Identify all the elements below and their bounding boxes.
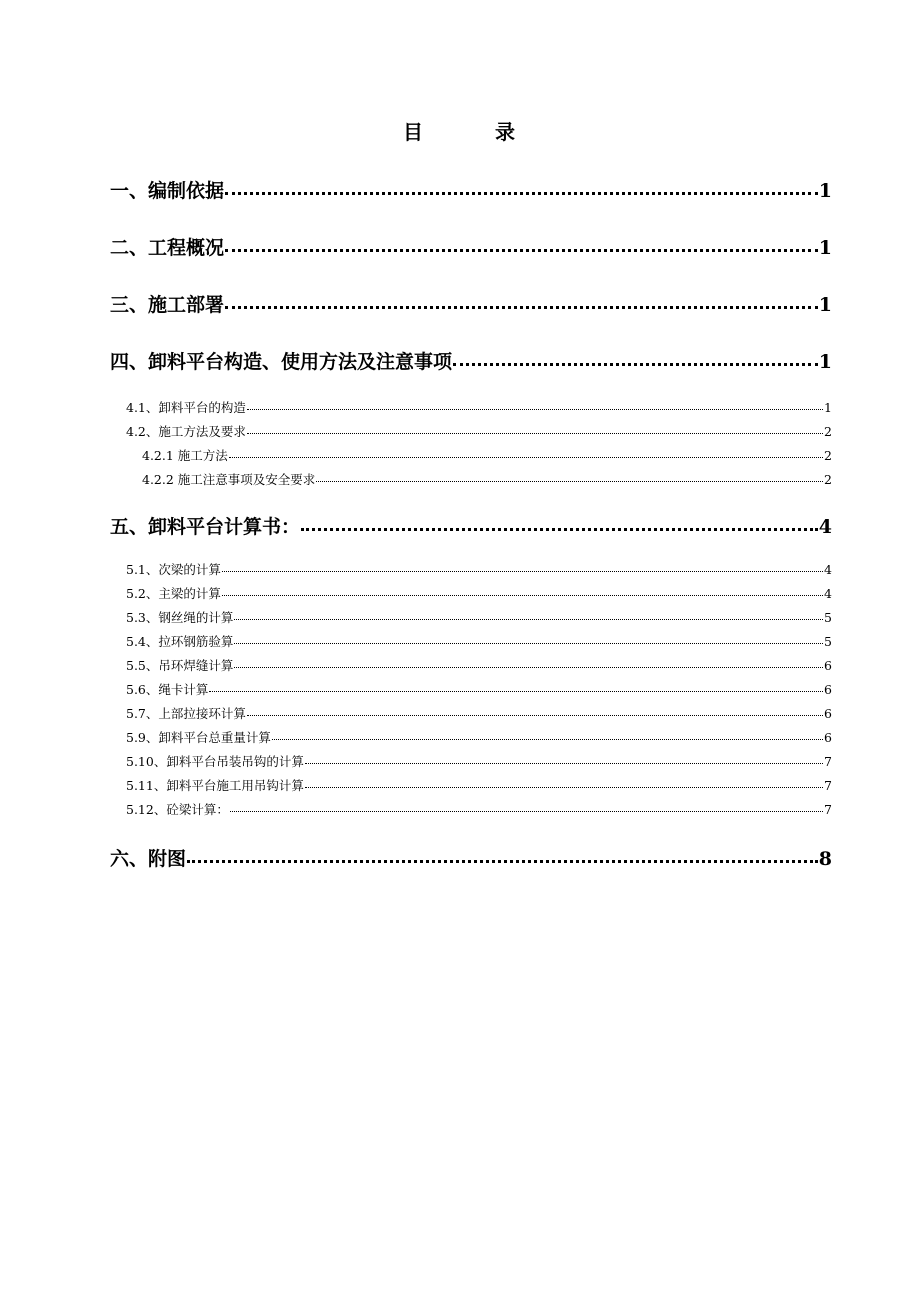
dot-leader xyxy=(225,192,818,195)
toc-entry-label: 4.1、卸料平台的构造 xyxy=(126,400,246,415)
dot-leader xyxy=(305,787,823,788)
toc-entry-4-2-1[interactable] xyxy=(142,446,832,464)
toc-title-part2: 录 xyxy=(495,120,517,144)
dot-leader xyxy=(453,363,818,366)
toc-entry-label: 5.9、卸料平台总重量计算 xyxy=(126,730,271,745)
toc-entry-label: 一、编制依据 xyxy=(110,180,225,202)
dot-leader xyxy=(229,457,823,458)
toc-entry-5-7[interactable] xyxy=(126,704,832,722)
toc-entry-5-6[interactable] xyxy=(126,680,832,698)
dot-leader xyxy=(301,528,818,531)
toc-entry-5-5[interactable] xyxy=(126,656,832,674)
toc-entry-5-1[interactable] xyxy=(126,560,832,578)
toc-entry-page: 6 xyxy=(824,682,832,697)
toc-entry-page: 7 xyxy=(824,778,832,793)
toc-entry-page: 2 xyxy=(824,472,832,487)
toc-entry-label: 五、卸料平台计算书： xyxy=(110,516,301,538)
dot-leader xyxy=(247,409,823,410)
dot-leader xyxy=(247,715,823,716)
toc-entry-page: 7 xyxy=(824,754,832,769)
toc-entry-label: 5.6、绳卡计算 xyxy=(126,682,209,697)
toc-entry-4[interactable] xyxy=(110,347,832,374)
toc-entry-label: 5.1、次梁的计算 xyxy=(126,562,221,577)
toc-entry-page: 1 xyxy=(818,294,832,316)
toc-entry-label: 5.12、砼梁计算： xyxy=(126,802,229,817)
toc-entry-page: 4 xyxy=(818,516,832,538)
toc-entry-label: 三、施工部署 xyxy=(110,294,225,316)
toc-entry-label: 5.10、卸料平台吊装吊钩的计算 xyxy=(126,754,304,769)
toc-entry-5-12[interactable] xyxy=(126,800,832,818)
dot-leader xyxy=(222,595,823,596)
dot-leader xyxy=(187,860,818,863)
dot-leader xyxy=(234,667,823,668)
toc-entry-5-9[interactable] xyxy=(126,728,832,746)
toc-entry-label: 5.3、钢丝绳的计算 xyxy=(126,610,234,625)
dot-leader xyxy=(225,306,818,309)
dot-leader xyxy=(225,249,818,252)
toc-entry-page: 4 xyxy=(824,562,832,577)
toc-title xyxy=(0,116,920,145)
dot-leader xyxy=(305,763,823,764)
toc-entry-page: 6 xyxy=(824,706,832,721)
toc-entry-page: 4 xyxy=(824,586,832,601)
dot-leader xyxy=(316,481,823,482)
dot-leader xyxy=(222,571,823,572)
dot-leader xyxy=(230,811,823,812)
toc-entry-label: 二、工程概况 xyxy=(110,237,225,259)
toc-entry-6[interactable] xyxy=(110,844,832,871)
toc-entry-4-1[interactable] xyxy=(126,398,832,416)
toc-entry-page: 1 xyxy=(818,180,832,202)
dot-leader xyxy=(272,739,823,740)
toc-entry-4-2-2[interactable] xyxy=(142,470,832,488)
toc-entry-page: 1 xyxy=(818,351,832,373)
toc-entry-label: 5.7、上部拉接环计算 xyxy=(126,706,246,721)
toc-entry-label: 4.2.2 施工注意事项及安全要求 xyxy=(142,472,316,487)
toc-entry-page: 2 xyxy=(824,424,832,439)
toc-entry-5[interactable] xyxy=(110,512,832,539)
toc-entry-label: 4.2.1 施工方法 xyxy=(142,448,228,463)
toc-entry-label: 5.2、主梁的计算 xyxy=(126,586,221,601)
dot-leader xyxy=(247,433,823,434)
dot-leader xyxy=(209,691,823,692)
toc-title-part1: 目 xyxy=(403,120,425,144)
toc-entry-page: 7 xyxy=(824,802,832,817)
toc-entry-5-3[interactable] xyxy=(126,608,832,626)
toc-entry-page: 5 xyxy=(824,634,832,649)
toc-entry-page: 8 xyxy=(818,848,832,870)
toc-entry-label: 四、卸料平台构造、使用方法及注意事项 xyxy=(110,351,453,373)
toc-entry-label: 六、附图 xyxy=(110,848,187,870)
toc-entry-page: 6 xyxy=(824,658,832,673)
toc-entry-5-11[interactable] xyxy=(126,776,832,794)
toc-entry-3[interactable] xyxy=(110,290,832,317)
toc-entry-5-2[interactable] xyxy=(126,584,832,602)
toc-entry-label: 4.2、施工方法及要求 xyxy=(126,424,246,439)
toc-entry-label: 5.11、卸料平台施工用吊钩计算 xyxy=(126,778,304,793)
toc-entry-page: 6 xyxy=(824,730,832,745)
toc-entry-page: 2 xyxy=(824,448,832,463)
dot-leader xyxy=(234,619,823,620)
toc-entry-4-2[interactable] xyxy=(126,422,832,440)
toc-entry-page: 1 xyxy=(824,400,832,415)
toc-entry-5-10[interactable] xyxy=(126,752,832,770)
toc-entry-5-4[interactable] xyxy=(126,632,832,650)
toc-entry-label: 5.4、拉环钢筋验算 xyxy=(126,634,234,649)
toc-entry-label: 5.5、吊环焊缝计算 xyxy=(126,658,234,673)
toc-entry-2[interactable] xyxy=(110,233,832,260)
toc-entry-page: 1 xyxy=(818,237,832,259)
dot-leader xyxy=(234,643,823,644)
toc-entry-page: 5 xyxy=(824,610,832,625)
toc-entry-1[interactable] xyxy=(110,176,832,203)
